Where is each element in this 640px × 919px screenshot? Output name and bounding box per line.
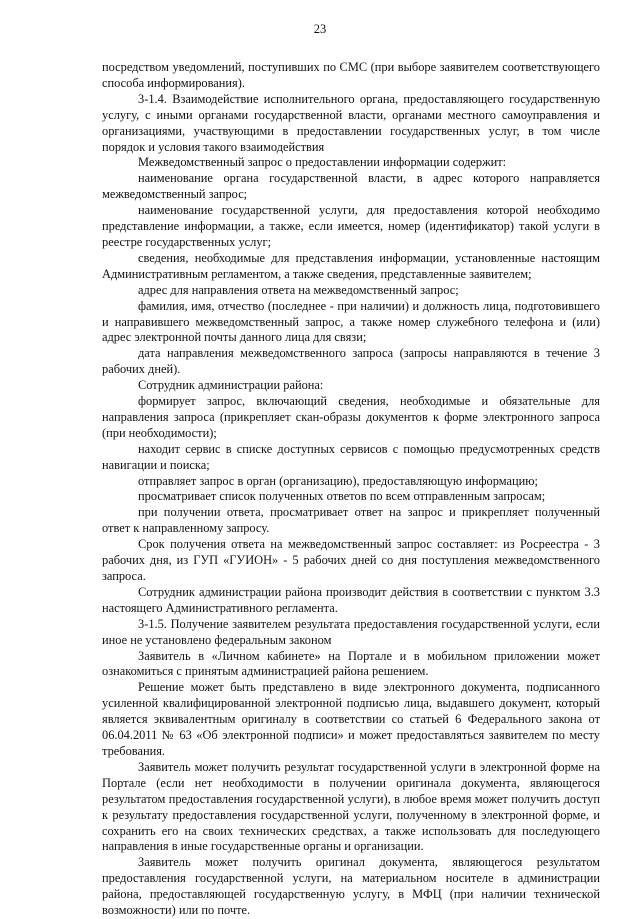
paragraph: сведения, необходимые для представления информации, установленные настоящим Административным регламентом, а также сведения, представленные заявителем; — [102, 250, 600, 281]
paragraph: при получении ответа, просматривает ответ на запрос и прикрепляет полученный ответ к направленному запросу. — [102, 505, 600, 536]
paragraph: формирует запрос, включающий сведения, необходимые и обязательные для направления запроса (прикрепляет скан-образы документов к форме электронного запроса (при необходимости); — [102, 394, 600, 440]
paragraph: Заявитель может получить оригинал документа, являющегося результатом предоставления государственной услуги, на материальном носителе в администрации района, предоставляющей государственную услугу, в МФЦ (при наличии технической возможности) или по почте. — [102, 855, 600, 918]
document-body — [102, 60, 600, 919]
paragraph: Межведомственный запрос о предоставлении информации содержит: — [138, 155, 507, 170]
paragraph: Сотрудник администрации района: — [138, 378, 324, 393]
paragraph: наименование государственной услуги, для предоставления которой необходимо представление информации, а также, если имеется, номер (идентификатор) такой услуги в реестре государственных услуг; — [102, 203, 600, 249]
paragraph: фамилия, имя, отчество (последнее - при наличии) и должность лица, подготовившего и направившего межведомственный запрос, а также номер служебного телефона и (или) адрес электронной почты данного лица для связи; — [102, 298, 600, 345]
paragraph: наименование органа государственной власти, в адрес которого направляется межведомственный запрос; — [102, 171, 600, 202]
paragraph: дата направления межведомственного запроса (запросы направляются в течение 3 рабочих дней). — [102, 346, 600, 377]
paragraph: 3-1.4. Взаимодействие исполнительного органа, предоставляющего государственную услугу, с иными органами государственной власти, органами местного самоуправления и организациями, участвующими в предоставлении государственных услуг, в том числе порядок и условия такого взаимодействия — [102, 91, 600, 154]
paragraph: посредством уведомлений, поступивших по СМС (при выборе заявителем соответствующего способа информирования). — [102, 60, 600, 90]
paragraph: адрес для направления ответа на межведомственный запрос; — [138, 282, 459, 297]
paragraph: Сотрудник администрации района производит действия в соответствии с пунктом 3.3 настоящего Административного регламента. — [102, 584, 600, 615]
paragraph: Срок получения ответа на межведомственный запрос составляет: из Росреестра - 3 рабочих дня, из ГУП «ГУИОН» - 5 рабочих дней со дня поступления межведомственного запроса. — [102, 537, 600, 583]
paragraph: Заявитель в «Личном кабинете» на Портале и в мобильном приложении может ознакомиться с принятым администрацией района решением. — [102, 648, 600, 679]
paragraph: Заявитель может получить результат государственной услуги в электронной форме на Портале (если нет необходимости в получении оригинала документа, являющегося результатом предоставления государственной услуги), в любое время может получить доступ к результату предоставления государственной услуги, полученному в электронной форме, и сохранить его на своих технических средствах, а также использовать для последующего направления в иные государственные органы и организации. — [102, 759, 600, 854]
paragraph: Решение может быть представлено в виде электронного документа, подписанного усиленной квалифицированной электронной подписью лица, выдавшего документ, который является эквивалентным оригиналу в соответствии со статьей 6 Федерального закона от 06.04.2011 № 63 «Об электронной подписи» и может предоставляться заявителем по месту требования. — [102, 680, 600, 758]
paragraph: отправляет запрос в орган (организацию), предоставляющую информацию; — [138, 473, 538, 488]
page-number: 23 — [313, 22, 327, 36]
paragraph: просматривает список полученных ответов по всем отправленным запросам; — [138, 489, 546, 504]
paragraph: 3-1.5. Получение заявителем результата предоставления государственной услуги, если иное не установлено федеральным законом — [102, 616, 600, 647]
paragraph: находит сервис в списке доступных сервисов с помощью предусмотренных средств навигации и поиска; — [102, 441, 600, 472]
